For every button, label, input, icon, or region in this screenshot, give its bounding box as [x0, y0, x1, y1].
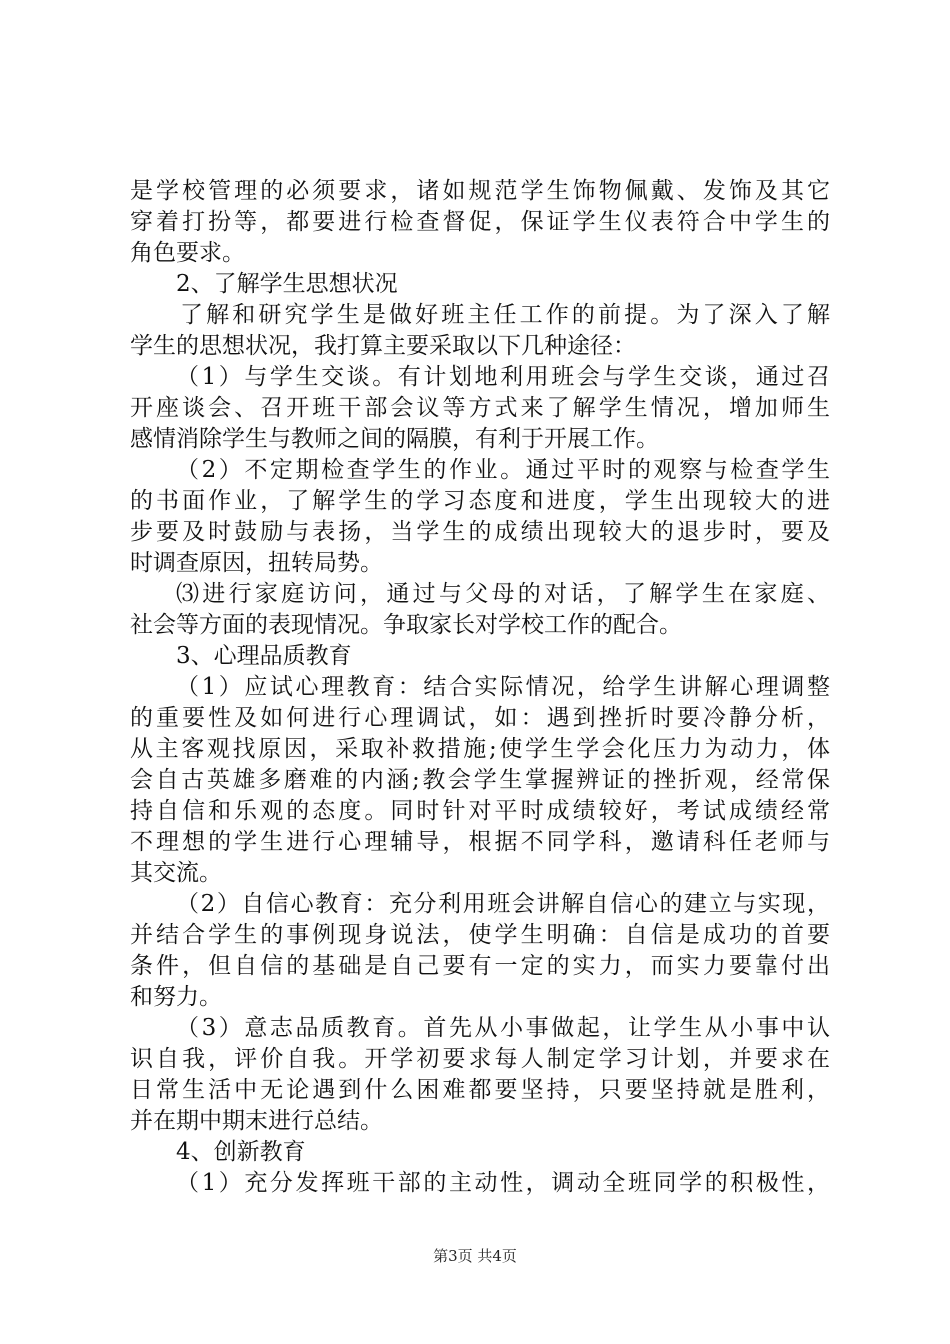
text-line: 并在期中期末进行总结。 — [130, 1108, 383, 1134]
text-line: 感情消除学生与教师之间的隔膜，有利于开展工作。 — [130, 426, 659, 452]
text-line: 角色要求。 — [130, 240, 245, 266]
text-line: 识自我，评价自我。开学初要求每人制定学习计划，并要求在 — [130, 1046, 830, 1072]
text-line: 了解和研究学生是做好班主任工作的前提。为了深入了解 — [180, 302, 830, 328]
document-body — [130, 176, 830, 1199]
text-line: 社会等方面的表现情况。争取家长对学校工作的配合。 — [130, 612, 682, 638]
text-line: 并结合学生的事例现身说法，使学生明确：自信是成功的首要 — [130, 922, 830, 948]
text-line: 时调查原因，扭转局势。 — [130, 550, 383, 576]
page-footer: 第3页 共4页 — [433, 1247, 517, 1265]
text-line: （2）自信心教育：充分利用班会讲解自信心的建立与实现， — [176, 891, 830, 917]
text-line: （1）与学生交谈。有计划地利用班会与学生交谈，通过召 — [176, 364, 830, 390]
text-line: 2、了解学生思想状况 — [176, 271, 398, 297]
text-line: （1）应试心理教育：结合实际情况，给学生讲解心理调整 — [176, 674, 830, 700]
text-line: 日常生活中无论遇到什么困难都要坚持，只要坚持就是胜利， — [130, 1077, 830, 1103]
text-line: 是学校管理的必须要求，诸如规范学生饰物佩戴、发饰及其它 — [130, 178, 830, 204]
text-line: 从主客观找原因，采取补救措施;使学生学会化压力为动力，体 — [130, 736, 830, 762]
text-line: 持自信和乐观的态度。同时针对平时成绩较好，考试成绩经常 — [130, 798, 830, 824]
text-line: 穿着打扮等，都要进行检查督促，保证学生仪表符合中学生的 — [130, 209, 830, 235]
text-line: （1）充分发挥班干部的主动性，调动全班同学的积极性， — [176, 1170, 830, 1196]
text-line: 步要及时鼓励与表扬，当学生的成绩出现较大的退步时，要及 — [130, 519, 830, 545]
text-line: 3、心理品质教育 — [176, 643, 352, 669]
text-line: 学生的思想状况，我打算主要采取以下几种途径： — [130, 333, 636, 359]
text-line: 条件，但自信的基础是自己要有一定的实力，而实力要靠付出 — [130, 953, 830, 979]
text-line: 其交流。 — [130, 860, 222, 886]
text-line: （2）不定期检查学生的作业。通过平时的观察与检查学生 — [176, 457, 830, 483]
text-line: （3）意志品质教育。首先从小事做起，让学生从小事中认 — [176, 1015, 830, 1041]
text-line: 的书面作业，了解学生的学习态度和进度，学生出现较大的进 — [130, 488, 830, 514]
text-line: 会自古英雄多磨难的内涵;教会学生掌握辨证的挫折观，经常保 — [130, 767, 830, 793]
text-line: 不理想的学生进行心理辅导，根据不同学科，邀请科任老师与 — [130, 829, 830, 855]
text-line: 4、创新教育 — [176, 1139, 306, 1165]
text-line: ⑶进行家庭访问，通过与父母的对话，了解学生在家庭、 — [176, 581, 830, 607]
text-line: 和努力。 — [130, 984, 222, 1010]
text-line: 的重要性及如何进行心理调试，如：遇到挫折时要冷静分析， — [130, 705, 830, 731]
text-line: 开座谈会、召开班干部会议等方式来了解学生情况，增加师生 — [130, 395, 830, 421]
